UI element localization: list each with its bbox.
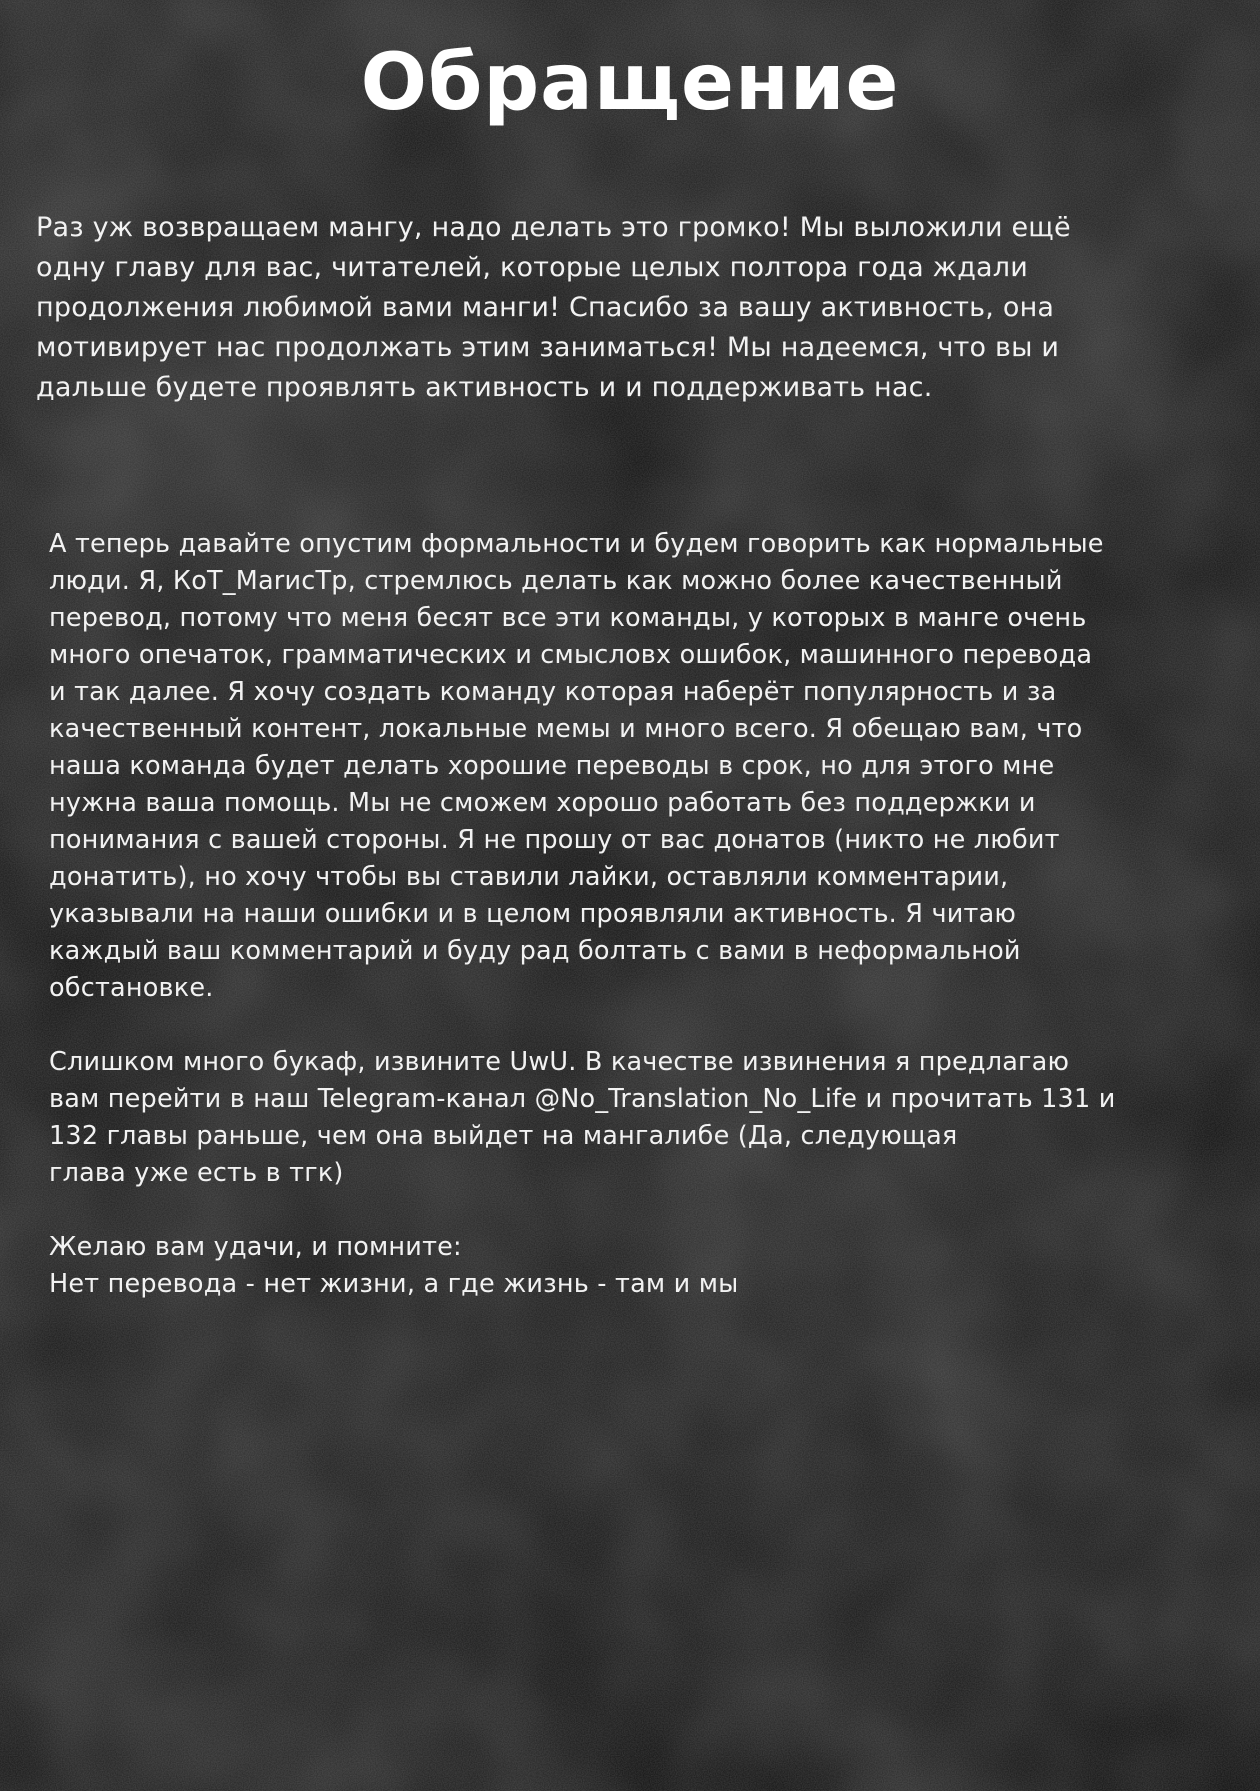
intro-line: Раз уж возвращаем мангу, надо делать это громко! Мы выложили ещё [36, 212, 1071, 243]
body-line: А теперь давайте опустим формальности и будем говорить как нормальные [49, 529, 1104, 559]
apology-line: 132 главы раньше, чем она выйдет на мангалибе (Да, следующая [49, 1121, 958, 1151]
closing-line: Желаю вам удачи, и помните: [49, 1232, 462, 1262]
apology-line: Слишком много букаф, извините UwU. В качестве извинения я предлагаю [49, 1047, 1070, 1077]
body-line: обстановке. [49, 973, 214, 1003]
apology-line: вам перейти в наш Telegram-канал @No_Translation_No_Life и прочитать 131 и [49, 1084, 1116, 1114]
body-line: наша команда будет делать хорошие переводы в срок, но для этого мне [49, 751, 1055, 781]
body-line: много опечаток, грамматических и смысловх ошибок, машинного перевода [49, 640, 1093, 670]
apology-line: глава уже есть в тгк) [49, 1158, 344, 1188]
body-line: каждый ваш комментарий и буду рад болтать с вами в неформальной [49, 936, 1021, 966]
intro-line: дальше будете проявлять активность и и поддерживать нас. [36, 372, 933, 403]
body-line: качественный контент, локальные мемы и много всего. Я обещаю вам, что [49, 714, 1083, 744]
body-line: понимания с вашей стороны. Я не прошу от вас донатов (никто не любит [49, 825, 1060, 855]
body-line: и так далее. Я хочу создать команду которая наберёт популярность и за [49, 677, 1057, 707]
closing-slogan: Нет перевода - нет жизни, а где жизнь - там и мы [49, 1269, 739, 1299]
body-line: донатить), но хочу чтобы вы ставили лайки, оставляли комментарии, [49, 862, 1009, 892]
body-line: нужна ваша помощь. Мы не сможем хорошо работать без поддержки и [49, 788, 1036, 818]
body-line: перевод, потому что меня бесят все эти команды, у которых в манге очень [49, 603, 1087, 633]
intro-line: одну главу для вас, читателей, которые целых полтора года ждали [36, 252, 1029, 283]
body-line: указывали на наши ошибки и в целом проявляли активность. Я читаю [49, 899, 1017, 929]
intro-line: продолжения любимой вами манги! Спасибо за вашу активность, она [36, 292, 1055, 323]
intro-line: мотивирует нас продолжать этим заниматься! Мы надеемся, что вы и [36, 332, 1060, 363]
page-title: Обращение [360, 38, 900, 128]
body-line: люди. Я, КоТ_МаrисТр, стремлюсь делать как можно более качественный [49, 566, 1063, 596]
